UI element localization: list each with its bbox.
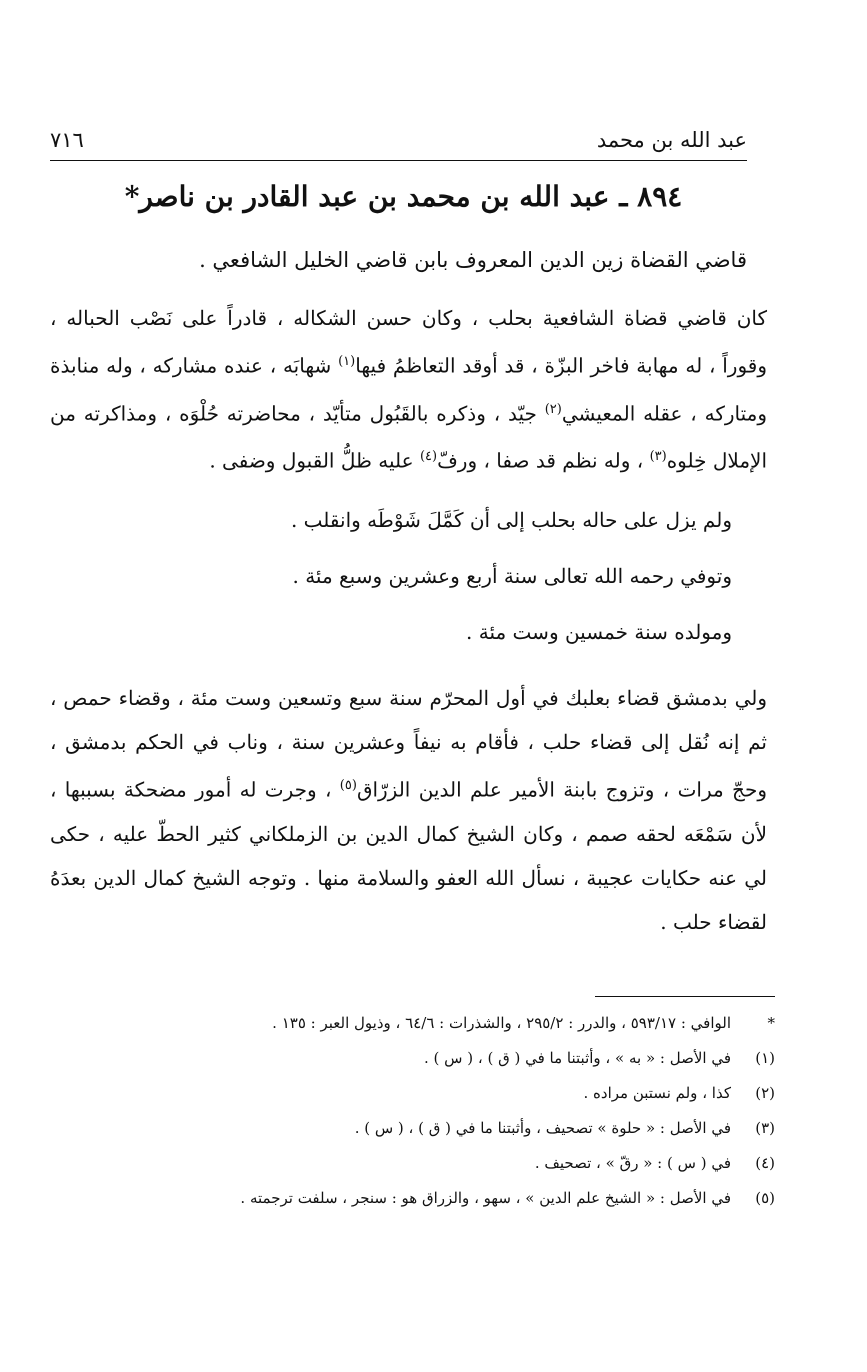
footnote-mark: (٥): [755, 1189, 775, 1207]
entry-title: ٨٩٤ ـ عبد الله بن محمد بن عبد القادر بن ناصر*: [124, 180, 683, 213]
footnote-divider: [595, 996, 775, 997]
footnote-ref-5: (٥): [339, 778, 357, 793]
footnote-text: في الأصل : « حلوة » تصحيف ، وأثبتنا ما في ( ق ) ، ( س ) .: [354, 1119, 731, 1137]
footnote-item: [60, 1014, 775, 1049]
text-segment: كان قاضي قضاة الشافعية بحلب ، وكان حسن الشكاله ، قادراً على نَصْب الحباله ، وقوراً ، له مهابة فاخر البزّة ، قد أوقد التعاظمُ فيها: [50, 306, 767, 378]
footnote-item: [60, 1119, 775, 1154]
footnote-mark: *: [767, 1014, 775, 1032]
text-segment: عليه ظلُّ القبول وضفى .: [209, 448, 420, 473]
footnote-item: [60, 1049, 775, 1084]
text-segment: شهابَه ، عنده مشاركه ، وله منابذة ومتاركه ، عقله المعيشي: [50, 353, 767, 426]
footnote-mark: (٣): [755, 1119, 775, 1137]
paragraph-career: [50, 676, 767, 944]
footnote-item: [60, 1084, 775, 1119]
footnote-mark: (١): [755, 1049, 775, 1067]
footnote-text: في الأصل : « الشيخ علم الدين » ، سهو ، والزراق هو : سنجر ، سلفت ترجمته .: [240, 1189, 731, 1207]
paragraph-birth: ومولده سنة خمسين وست مئة .: [466, 620, 732, 644]
text-segment: ، وجرت له أمور مضحكة بسببها ، لأن سَمْعَه لحقه صمم ، وكان الشيخ كمال الدين بن الزملكاني كثير الحطّ عليه ، حكى لي عنه حكايات عجيبة ، نسأل الله العفو والسلامة منها . وتوجه الشيخ كمال الدين بعدَهُ لقضاء حلب .: [50, 777, 767, 934]
footnote-item: [60, 1189, 775, 1224]
footnote-text: كذا ، ولم نستبن مراده .: [583, 1084, 731, 1102]
footnote-text: في ( س ) : « رقّ » ، تصحيف .: [534, 1154, 731, 1172]
footnotes-list: [60, 1014, 775, 1224]
footnote-item: [60, 1154, 775, 1189]
footnote-text: الوافي : ٥٩٣/١٧ ، والدرر : ٢٩٥/٢ ، والشذرات : ٦٤/٦ ، وذيول العبر : ١٣٥ .: [272, 1014, 731, 1032]
footnote-ref-4: (٤): [419, 449, 438, 465]
footnote-mark: (٤): [755, 1154, 775, 1172]
paragraph-description: [50, 296, 767, 483]
footnote-ref-3: (٣): [649, 449, 667, 465]
running-header: [50, 120, 747, 161]
footnote-text: في الأصل : « به » ، وأثبتنا ما في ( ق ) ، ( س ) .: [424, 1049, 731, 1067]
running-title: عبد الله بن محمد: [596, 128, 747, 152]
footnote-ref-1: (١): [338, 354, 356, 369]
footnote-mark: (٢): [755, 1084, 775, 1102]
paragraph-death: وتوفي رحمه الله تعالى سنة أربع وعشرين وسبع مئة .: [292, 564, 732, 588]
footnote-ref-2: (٢): [544, 401, 562, 417]
paragraph-tenure: ولم يزل على حاله بحلب إلى أن كَمَّلَ شَوْطَه وانقلب .: [290, 508, 732, 532]
text-segment: جيّد ، وذكره بالقَبُول متأيّد ، محاضرته حُلْوَه ، ومذاكرته من الإملال خِلوه: [50, 401, 767, 473]
text-segment: ولي بدمشق قضاء بعلبك في أول المحرّم سنة سبع وتسعين وست مئة ، وقضاء حمص ، ثم إنه نُقل إلى قضاء حلب ، فأقام به نيفاً وعشرين سنة ، وناب في الحكم بدمشق ، وحجّ مرات ، وتزوج بابنة الأمير علم الدين الزرّاق: [50, 686, 767, 802]
entry-intro: قاضي القضاة زين الدين المعروف بابن قاضي الخليل الشافعي .: [199, 248, 747, 272]
text-segment: ، وله نظم قد صفا ، ورفّ: [437, 448, 650, 473]
page-number: ٧١٦: [50, 128, 84, 152]
